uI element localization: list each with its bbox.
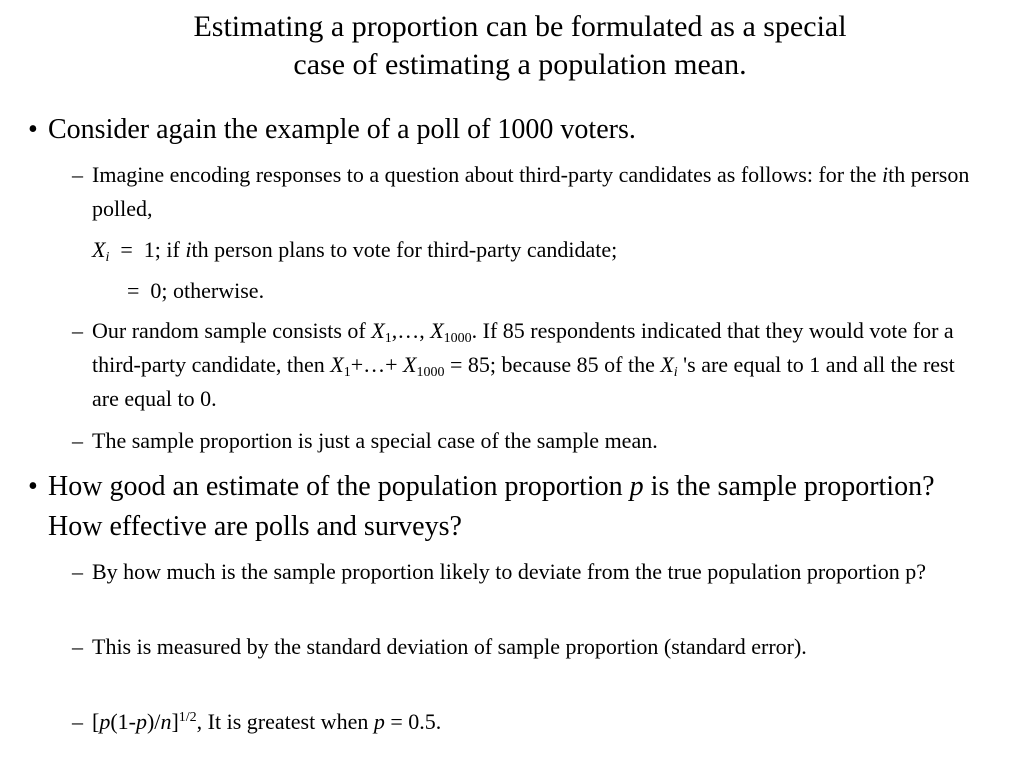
dash-marker: – xyxy=(72,162,83,187)
bullet-estimate-quality xyxy=(28,467,978,547)
title-line-1: Estimating a proportion can be formulated as a special xyxy=(193,10,847,43)
subbullet-text: Our random sample consists of $X_1,\dots$, $X_{1000}$. If 85 respondents indicated that they would vote for a third-party candidate, then $X_1+\dots+ X_{1000} = 85$; because 85 of the $X_i$ 's are equal to 1 and all the rest are equal to 0. xyxy=(92,318,955,411)
bullet-marker: • xyxy=(28,471,38,502)
encoding-equation-one: $X_i = 1$; if ith person plans to vote for third-party candidate; xyxy=(92,237,618,265)
dash-marker: – xyxy=(72,634,83,659)
dash-marker: – xyxy=(72,428,83,453)
subbullet-formula xyxy=(72,705,972,739)
subbullet-encoding xyxy=(72,158,972,226)
slide-title xyxy=(60,8,980,84)
subbullet-text: This is measured by the standard deviation of sample proportion (standard error). xyxy=(92,634,807,659)
subbullet-text: $[p(1-p)/n]^{1/2}$, It is greatest when p = 0.5. xyxy=(92,709,442,734)
subbullet-text: The sample proportion is just a special case of the sample mean. xyxy=(92,428,658,453)
subbullet-text: By how much is the sample proportion likely to deviate from the true population proportion p? xyxy=(92,559,927,584)
dash-marker: – xyxy=(72,559,83,584)
subbullet-deviation xyxy=(72,555,972,589)
subbullet-standard-error xyxy=(72,630,972,664)
subbullet-random-sample xyxy=(72,314,972,416)
subbullet-sample-proportion xyxy=(72,424,972,458)
title-line-2: case of estimating a population mean. xyxy=(293,48,747,81)
bullet-poll-example xyxy=(28,110,978,150)
bullet-text: Consider again the example of a poll of 1000 voters. xyxy=(48,114,636,145)
dash-marker: – xyxy=(72,709,83,734)
bullet-text: How good an estimate of the population proportion p is the sample proportion? How effective are polls and surveys? xyxy=(48,471,935,542)
encoding-equation-zero: = 0; otherwise. xyxy=(127,278,265,303)
bullet-marker: • xyxy=(28,114,38,145)
dash-marker: – xyxy=(72,318,83,343)
subbullet-text: Imagine encoding responses to a question about third-party candidates as follows: for the ith person polled, xyxy=(92,162,970,221)
